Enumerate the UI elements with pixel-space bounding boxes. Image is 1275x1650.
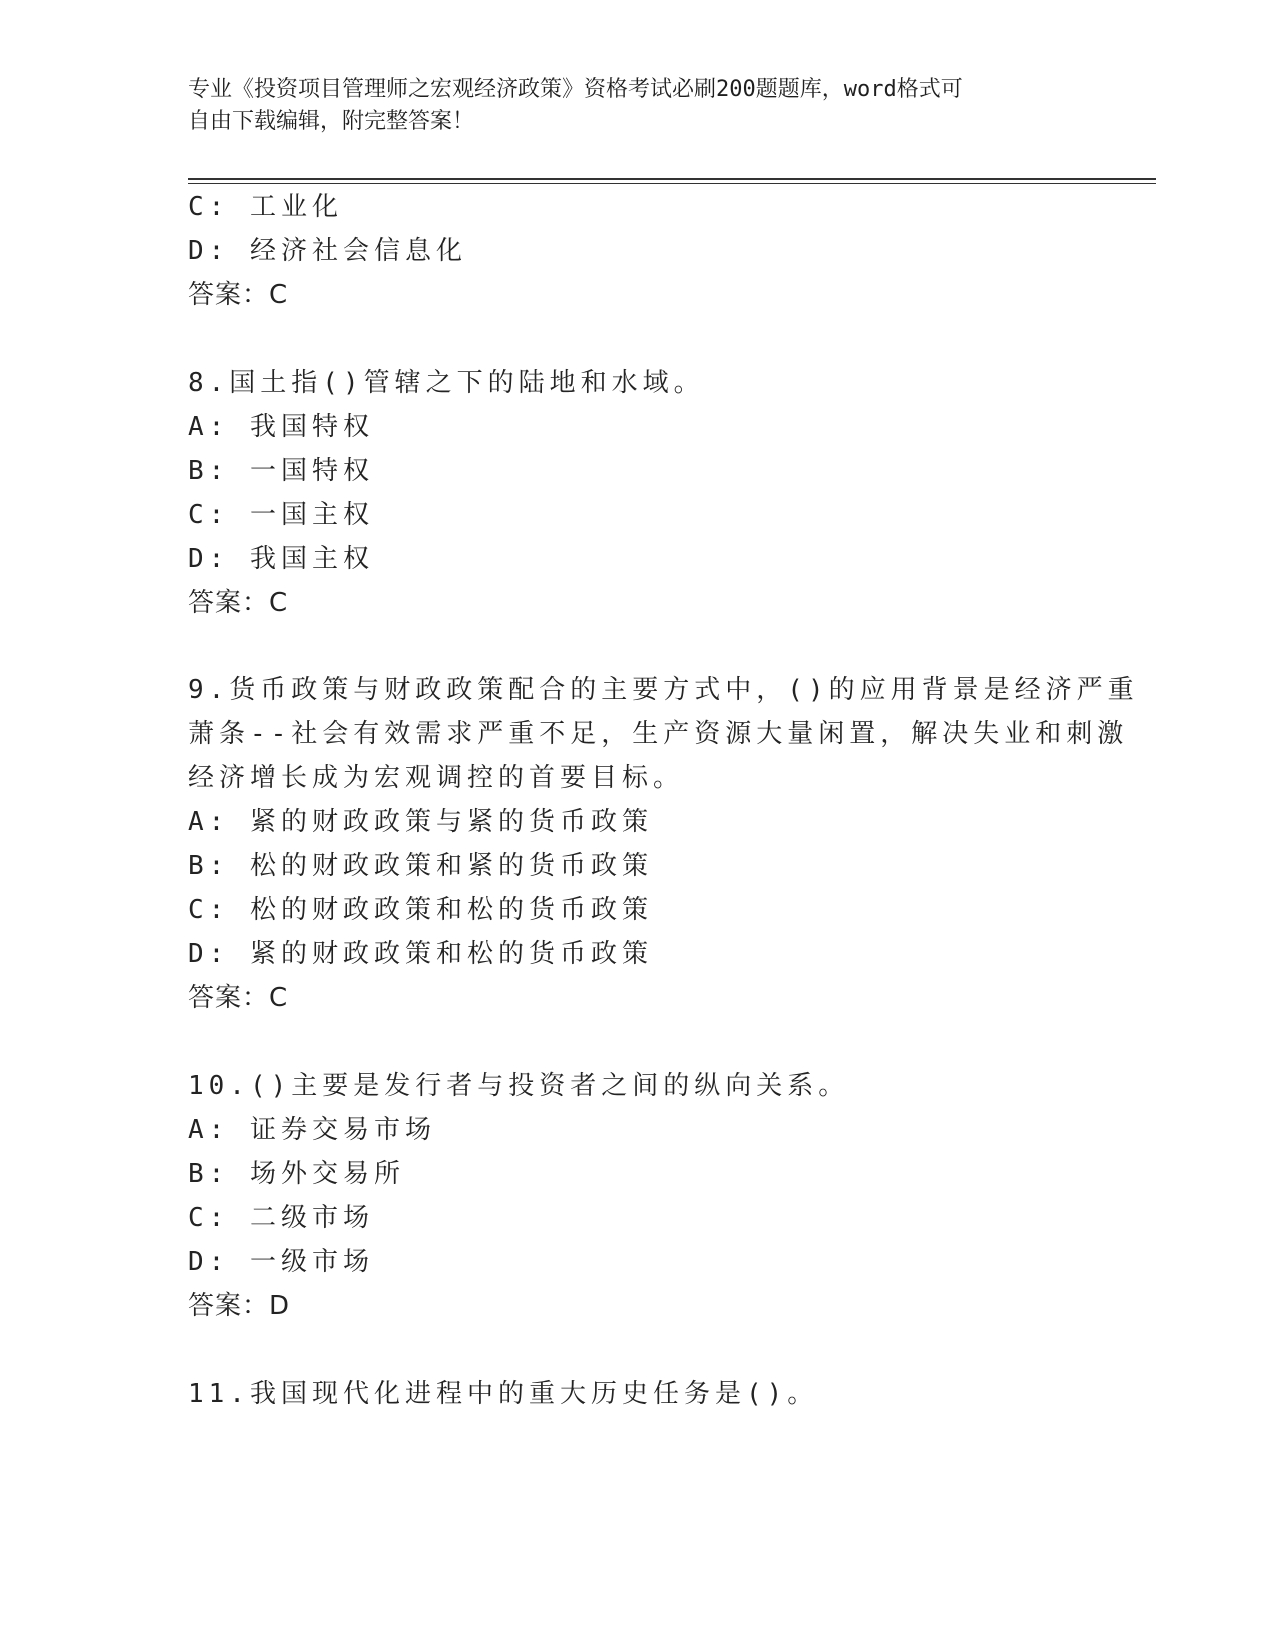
q8-option-a: A: 我国特权 — [188, 412, 374, 442]
q8-option-c: C: 一国主权 — [188, 500, 374, 530]
q9-stem-line-2: 萧条--社会有效需求严重不足，生产资源大量闲置，解决失业和刺激 — [188, 719, 1129, 749]
q9-option-a: A: 紧的财政政策与紧的货币政策 — [188, 807, 653, 837]
header-line-2: 自由下载编辑，附完整答案！ — [188, 109, 475, 134]
q7-option-d: D: 经济社会信息化 — [188, 236, 467, 266]
q8-stem: 8.国土指()管辖之下的陆地和水域。 — [188, 368, 705, 398]
q10-stem: 10.()主要是发行者与投资者之间的纵向关系。 — [188, 1071, 850, 1101]
document-header — [188, 74, 1068, 138]
q9-option-d: D: 紧的财政政策和松的货币政策 — [188, 939, 653, 969]
q11-stem: 11.我国现代化进程中的重大历史任务是()。 — [188, 1379, 819, 1409]
q7-option-c: C: 工业化 — [188, 192, 343, 222]
header-line-1: 专业《投资项目管理师之宏观经济政策》资格考试必刷200题题库，word格式可 — [188, 77, 963, 102]
q8-answer: 答案：C — [188, 588, 289, 618]
q10-option-c: C: 二级市场 — [188, 1203, 374, 1233]
q8-option-d: D: 我国主权 — [188, 544, 374, 574]
q9-stem-line-3: 经济增长成为宏观调控的首要目标。 — [188, 763, 685, 793]
q10-option-a: A: 证券交易市场 — [188, 1115, 436, 1145]
q7-answer: 答案：C — [188, 280, 289, 310]
header-divider-thick — [188, 178, 1156, 180]
q10-option-d: D: 一级市场 — [188, 1247, 374, 1277]
header-divider-thin — [188, 183, 1156, 184]
q9-stem-line-1: 9.货币政策与财政政策配合的主要方式中，()的应用背景是经济严重 — [188, 675, 1139, 705]
q9-option-b: B: 松的财政政策和紧的货币政策 — [188, 851, 653, 881]
q9-option-c: C: 松的财政政策和松的货币政策 — [188, 895, 653, 925]
q10-option-b: B: 场外交易所 — [188, 1159, 405, 1189]
q10-answer: 答案：D — [188, 1291, 291, 1321]
q8-option-b: B: 一国特权 — [188, 456, 374, 486]
q9-answer: 答案：C — [188, 983, 289, 1013]
